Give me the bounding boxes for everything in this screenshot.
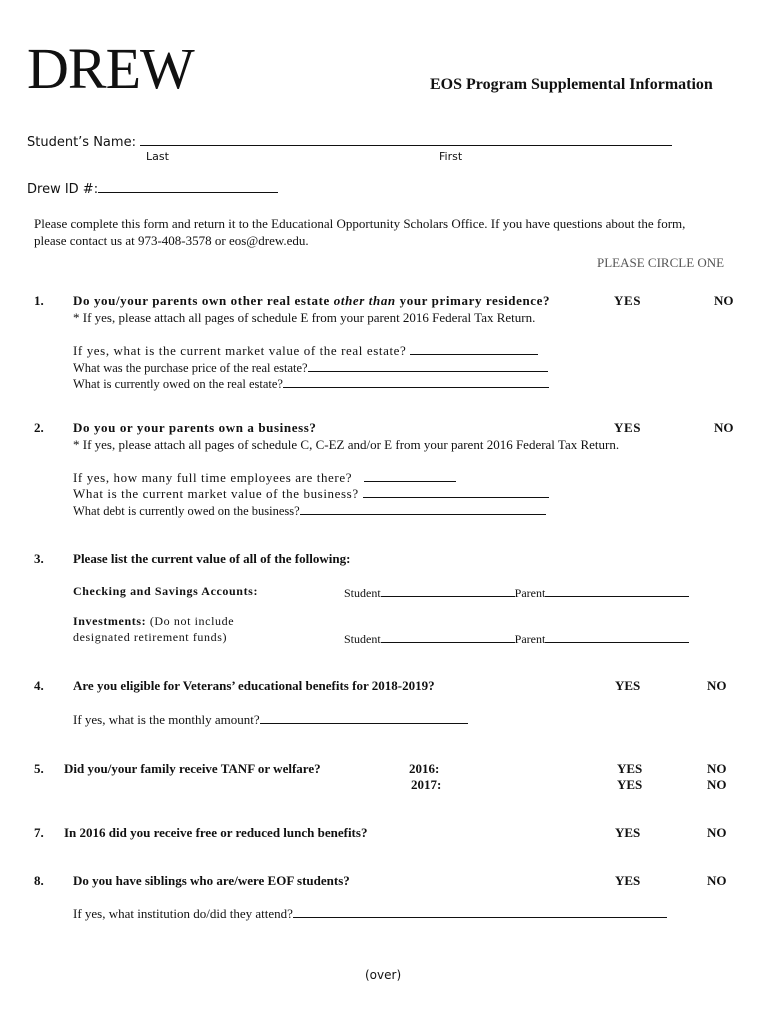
q4-monthly-amount-label: If yes, what is the monthly amount?	[73, 712, 260, 727]
q3-number: 3.	[34, 551, 44, 566]
q2-yes-option[interactable]: YES	[614, 420, 642, 435]
q5-question: Did you/your family receive TANF or welfare?	[64, 761, 321, 776]
q5-number: 5.	[34, 761, 44, 776]
investments-parent-label: Parent	[514, 632, 546, 646]
q1-question-end: your primary residence?	[399, 293, 551, 308]
q2-employees-label: If yes, how many full time employees are there?	[73, 470, 353, 485]
q5-year-2017: 2017:	[411, 777, 442, 792]
over-note: (over)	[365, 968, 402, 982]
q5-year-2016: 2016:	[409, 761, 440, 776]
q2-debt-field[interactable]	[300, 502, 546, 515]
checking-student-row	[344, 584, 689, 601]
q1-no-option[interactable]: NO	[714, 293, 734, 308]
drew-logo: DREW	[27, 36, 194, 101]
q4-yes-option[interactable]: YES	[615, 678, 641, 693]
investments-label: Investments:	[73, 614, 147, 628]
q2-sub1-row	[73, 469, 456, 486]
investments-parent-field[interactable]	[545, 630, 689, 643]
q2-market-value-label: What is the current market value of the business?	[73, 486, 359, 501]
q5-2016-yes-option[interactable]: YES	[617, 761, 643, 776]
q1-sub2-row	[73, 359, 548, 376]
q1-owed-label: What is currently owed on the real estate?	[73, 377, 283, 391]
q4-number: 4.	[34, 678, 44, 693]
q4-no-option[interactable]: NO	[707, 678, 727, 693]
q1-purchase-price-field[interactable]	[308, 359, 548, 372]
q7-number: 7.	[34, 825, 44, 840]
investments-student-label: Student	[344, 632, 381, 646]
form-title: EOS Program Supplemental Information	[430, 76, 713, 93]
intro-line-1: Please complete this form and return it to the Educational Opportunity Scholars Office. If you have questions about the form,	[34, 216, 686, 231]
q8-sub-row	[73, 905, 667, 922]
q8-no-option[interactable]: NO	[707, 873, 727, 888]
q1-note: * If yes, please attach all pages of schedule E from your parent 2016 Federal Tax Return.	[73, 310, 536, 325]
investments-note-2: designated retirement funds)	[73, 630, 228, 644]
q2-question: Do you or your parents own a business?	[73, 420, 317, 435]
checking-student-field[interactable]	[381, 584, 515, 597]
q1-yes-option[interactable]: YES	[614, 293, 642, 308]
q8-yes-option[interactable]: YES	[615, 873, 641, 888]
checking-student-label: Student	[344, 586, 381, 600]
q2-no-option[interactable]: NO	[714, 420, 734, 435]
checking-parent-label: Parent	[514, 586, 546, 600]
q8-number: 8.	[34, 873, 44, 888]
q1-sub1-row	[73, 342, 538, 359]
q4-sub-row	[73, 711, 468, 728]
checking-savings-label: Checking and Savings Accounts:	[73, 584, 259, 598]
investments-note-1: (Do not include	[149, 614, 235, 628]
q4-monthly-amount-field[interactable]	[260, 711, 468, 724]
q1-market-value-field[interactable]	[410, 342, 538, 355]
q2-market-value-field[interactable]	[363, 485, 549, 498]
q1-owed-field[interactable]	[283, 375, 549, 388]
q3-question: Please list the current value of all of the following:	[73, 551, 351, 566]
circle-instruction: PLEASE CIRCLE ONE	[597, 255, 725, 270]
q7-no-option[interactable]: NO	[707, 825, 727, 840]
q2-debt-label: What debt is currently owed on the business?	[73, 504, 300, 518]
q1-question	[73, 293, 550, 309]
q7-yes-option[interactable]: YES	[615, 825, 641, 840]
q2-employees-field[interactable]	[364, 469, 456, 482]
q1-purchase-price-label: What was the purchase price of the real estate?	[73, 361, 308, 375]
q1-question-emphasis: other than	[333, 293, 396, 308]
student-name-row	[27, 133, 672, 150]
investments-student-row	[344, 630, 689, 647]
investments-student-field[interactable]	[381, 630, 515, 643]
q2-number: 2.	[34, 420, 44, 435]
q2-sub2-row	[73, 485, 549, 502]
q5-2016-no-option[interactable]: NO	[707, 761, 727, 776]
q2-note: * If yes, please attach all pages of schedule C, C-EZ and/or E from your parent 2016 Federal Tax Return.	[73, 437, 620, 452]
q1-question-text: Do you/your parents own other real estate	[73, 293, 330, 308]
q7-question: In 2016 did you receive free or reduced lunch benefits?	[64, 825, 368, 840]
intro-line-2: please contact us at 973-408-3578 or eos@drew.edu.	[34, 233, 309, 248]
investments-label-row	[73, 614, 234, 629]
q8-institution-label: If yes, what institution do/did they attend?	[73, 906, 293, 921]
student-name-label: Student’s Name:	[27, 135, 136, 150]
q8-question: Do you have siblings who are/were EOF students?	[73, 873, 350, 888]
q1-market-value-label: If yes, what is the current market value of the real estate?	[73, 343, 407, 358]
q2-sub3-row	[73, 502, 546, 519]
drew-id-field[interactable]	[98, 180, 278, 193]
drew-id-label: Drew ID #:	[27, 182, 99, 197]
q5-2017-yes-option[interactable]: YES	[617, 777, 643, 792]
student-name-field[interactable]	[140, 133, 672, 146]
first-name-label: First	[439, 150, 463, 163]
q5-2017-no-option[interactable]: NO	[707, 777, 727, 792]
q4-question: Are you eligible for Veterans’ educational benefits for 2018-2019?	[73, 678, 435, 693]
drew-id-row	[27, 180, 278, 197]
q1-number: 1.	[34, 293, 44, 308]
checking-parent-field[interactable]	[545, 584, 689, 597]
q1-sub3-row	[73, 375, 549, 392]
last-name-label: Last	[146, 150, 169, 163]
q8-institution-field[interactable]	[293, 905, 667, 918]
